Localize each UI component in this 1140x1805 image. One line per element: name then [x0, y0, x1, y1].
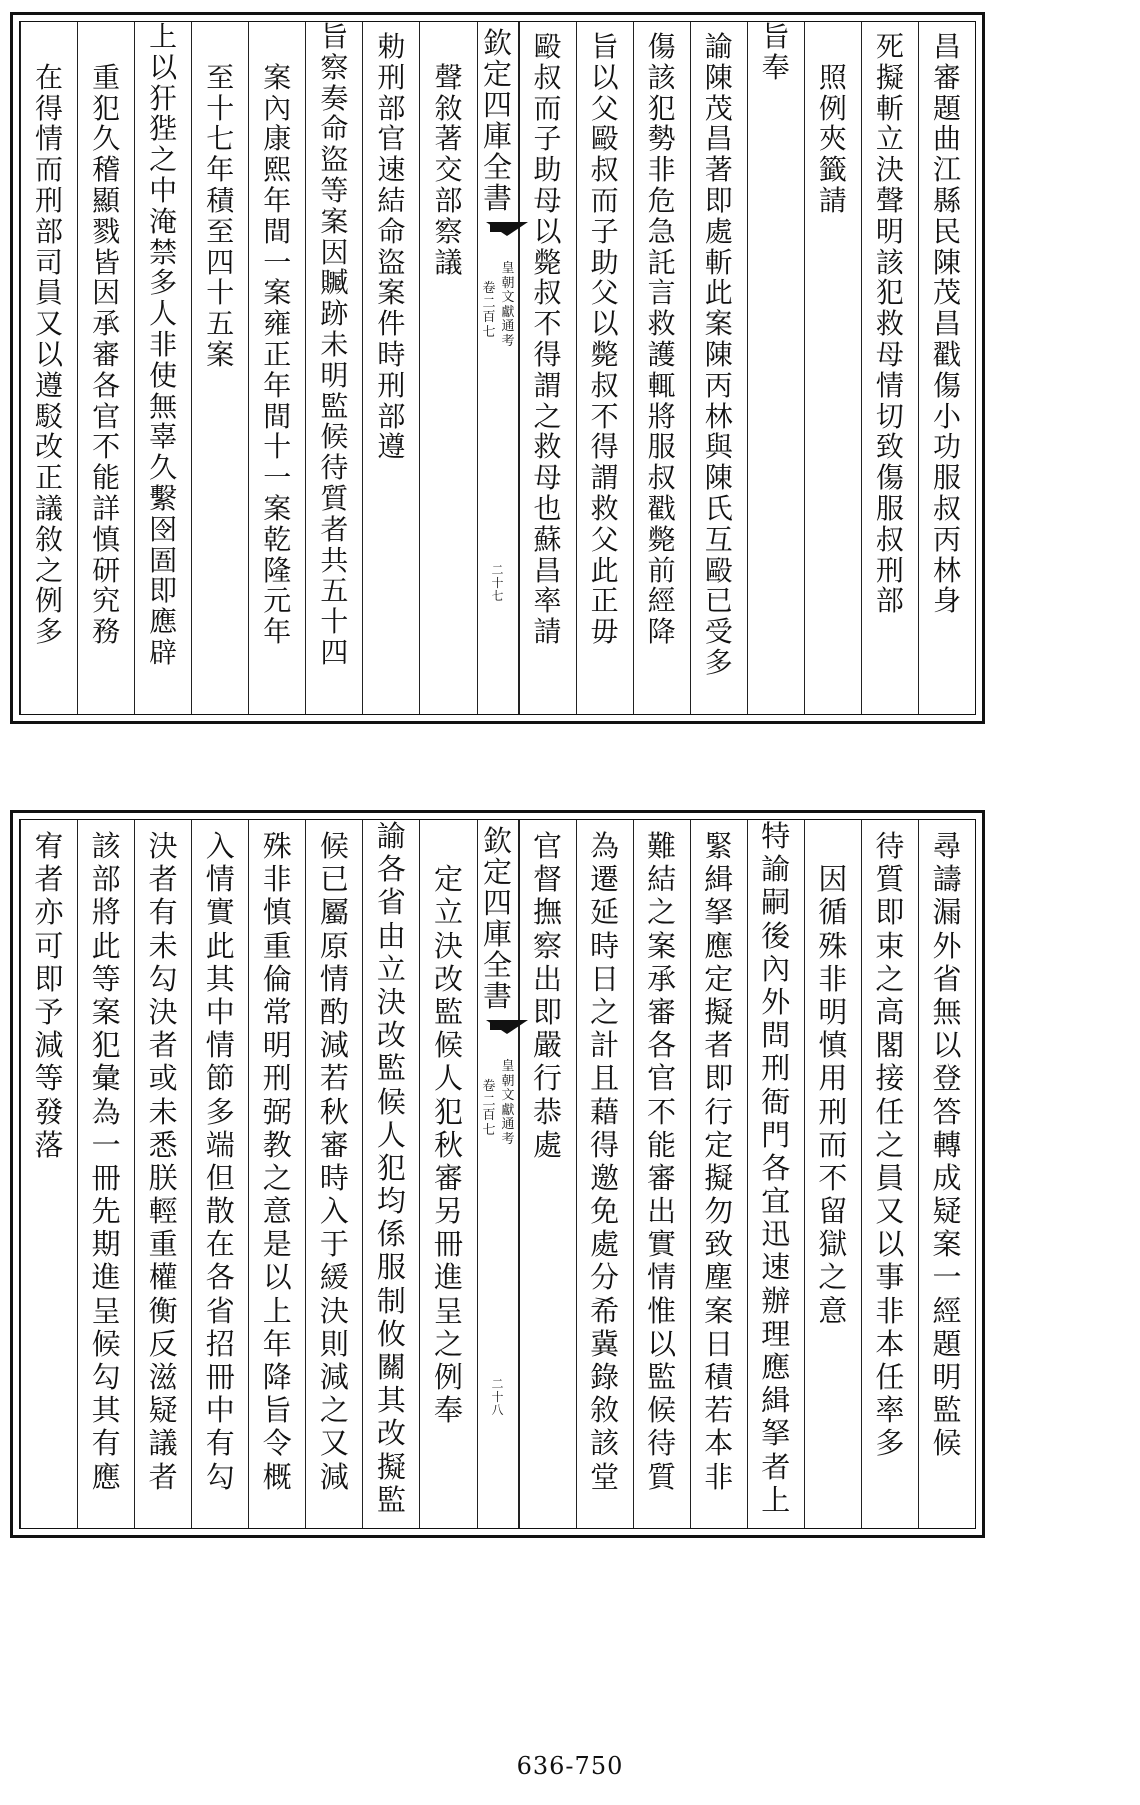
leaf-number: 二 十 七 — [491, 563, 504, 603]
volume-number: 卷 二 百 七 — [482, 281, 496, 340]
book-title: 欽 定 四 庫 全 書 — [482, 26, 512, 215]
text-column: 官 督 撫 察 出 即 嚴 行 恭 處 — [519, 820, 576, 1528]
text-column: 入 情 實 此 其 中 情 節 多 端 但 散 在 各 省 招 冊 中 有 勾 — [191, 820, 248, 1528]
fish-tail-mark — [486, 1020, 510, 1046]
text-column: 因 循 殊 非 明 慎 用 刑 而 不 留 獄 之 意 — [804, 820, 861, 1528]
text-column: 難 結 之 案 承 審 各 官 不 能 審 出 實 情 惟 以 監 候 待 質 — [633, 820, 690, 1528]
source-title: 皇 朝 文 獻 通 考 — [501, 1059, 515, 1147]
text-column: 在 得 情 而 刑 部 司 員 又 以 遵 駁 改 正 議 敘 之 例 多 — [20, 22, 77, 714]
text-column: 殊 非 慎 重 倫 常 明 刑 弼 教 之 意 是 以 上 年 降 旨 令 概 — [248, 820, 305, 1528]
volume-number: 卷 二 百 七 — [482, 1079, 496, 1138]
text-column: 案 內 康 熙 年 間 一 案 雍 正 年 間 十 一 案 乾 隆 元 年 — [248, 22, 305, 714]
text-column: 決 者 有 未 勾 決 者 或 未 悉 朕 輕 重 權 衡 反 滋 疑 議 者 — [134, 820, 191, 1528]
text-column: 緊 緝 拏 應 定 擬 者 即 行 定 擬 勿 致 塵 案 日 積 若 本 非 — [690, 820, 747, 1528]
text-column: 死 擬 斬 立 決 聲 明 該 犯 救 母 情 切 致 傷 服 叔 刑 部 — [861, 22, 918, 714]
source-title: 皇 朝 文 獻 通 考 — [501, 261, 515, 349]
text-column: 重 犯 久 稽 顯 戮 皆 因 承 審 各 官 不 能 詳 慎 研 究 務 — [77, 22, 134, 714]
text-column: 候 已 屬 原 情 酌 減 若 秋 審 時 入 于 緩 決 則 減 之 又 減 — [305, 820, 362, 1528]
text-column: 為 遷 延 時 日 之 計 且 藉 得 邀 免 處 分 希 冀 錄 敘 該 堂 — [576, 820, 633, 1528]
text-column: 宥 者 亦 可 即 予 減 等 發 落 — [20, 820, 77, 1528]
text-column: 待 質 即 束 之 高 閣 接 任 之 員 又 以 事 非 本 任 率 多 — [861, 820, 918, 1528]
book-title: 欽 定 四 庫 全 書 — [482, 824, 512, 1013]
text-column: 毆 叔 而 子 助 母 以 斃 叔 不 得 謂 之 救 母 也 蘇 昌 率 請 — [519, 22, 576, 714]
fish-tail-mark — [486, 222, 510, 248]
page-2 — [10, 810, 985, 1538]
text-column: 勅 刑 部 官 速 結 命 盜 案 件 時 刑 部 遵 — [362, 22, 419, 714]
text-column: 照 例 夾 籤 請 — [804, 22, 861, 714]
text-column: 特 諭 嗣 後 內 外 問 刑 衙 門 各 宜 迅 速 辦 理 應 緝 拏 者 上 — [747, 820, 804, 1528]
text-column: 旨 察 奏 命 盜 等 案 因 贓 跡 未 明 監 候 待 質 者 共 五 十 四 — [305, 22, 362, 714]
text-column: 該 部 將 此 等 案 犯 彙 為 一 冊 先 期 進 呈 候 勾 其 有 應 — [77, 820, 134, 1528]
text-column: 定 立 決 改 監 候 人 犯 秋 審 另 冊 進 呈 之 例 奉 — [419, 820, 476, 1528]
leaf-number: 二 十 八 — [491, 1377, 504, 1417]
text-column: 旨 奉 — [747, 22, 804, 714]
text-column: 至 十 七 年 積 至 四 十 五 案 — [191, 22, 248, 714]
text-column: 上 以 犴 狴 之 中 淹 禁 多 人 非 使 無 辜 久 繫 囹 圄 即 應 辟 — [134, 22, 191, 714]
text-column: 尋 譸 漏 外 省 無 以 登 答 轉 成 疑 案 一 經 題 明 監 候 — [918, 820, 975, 1528]
text-column: 聲 敘 著 交 部 察 議 — [419, 22, 476, 714]
text-column: 旨 以 父 毆 叔 而 子 助 父 以 斃 叔 不 得 謂 救 父 此 正 毋 — [576, 22, 633, 714]
text-column: 昌 審 題 曲 江 縣 民 陳 茂 昌 戳 傷 小 功 服 叔 丙 林 身 — [918, 22, 975, 714]
text-column: 傷 該 犯 勢 非 危 急 託 言 救 護 輒 將 服 叔 戳 斃 前 經 降 — [633, 22, 690, 714]
title-banner — [477, 22, 519, 714]
text-column: 諭 各 省 由 立 決 改 監 候 人 犯 均 係 服 制 攸 關 其 改 擬 監 — [362, 820, 419, 1528]
text-column: 諭 陳 茂 昌 著 即 處 斬 此 案 陳 丙 林 與 陳 氏 互 毆 已 受 多 — [690, 22, 747, 714]
page-number: 636-750 — [516, 1752, 624, 1780]
title-banner — [477, 820, 519, 1528]
page-1-text-frame — [19, 21, 976, 715]
page-1 — [10, 12, 985, 724]
page-2-text-frame — [19, 819, 976, 1529]
